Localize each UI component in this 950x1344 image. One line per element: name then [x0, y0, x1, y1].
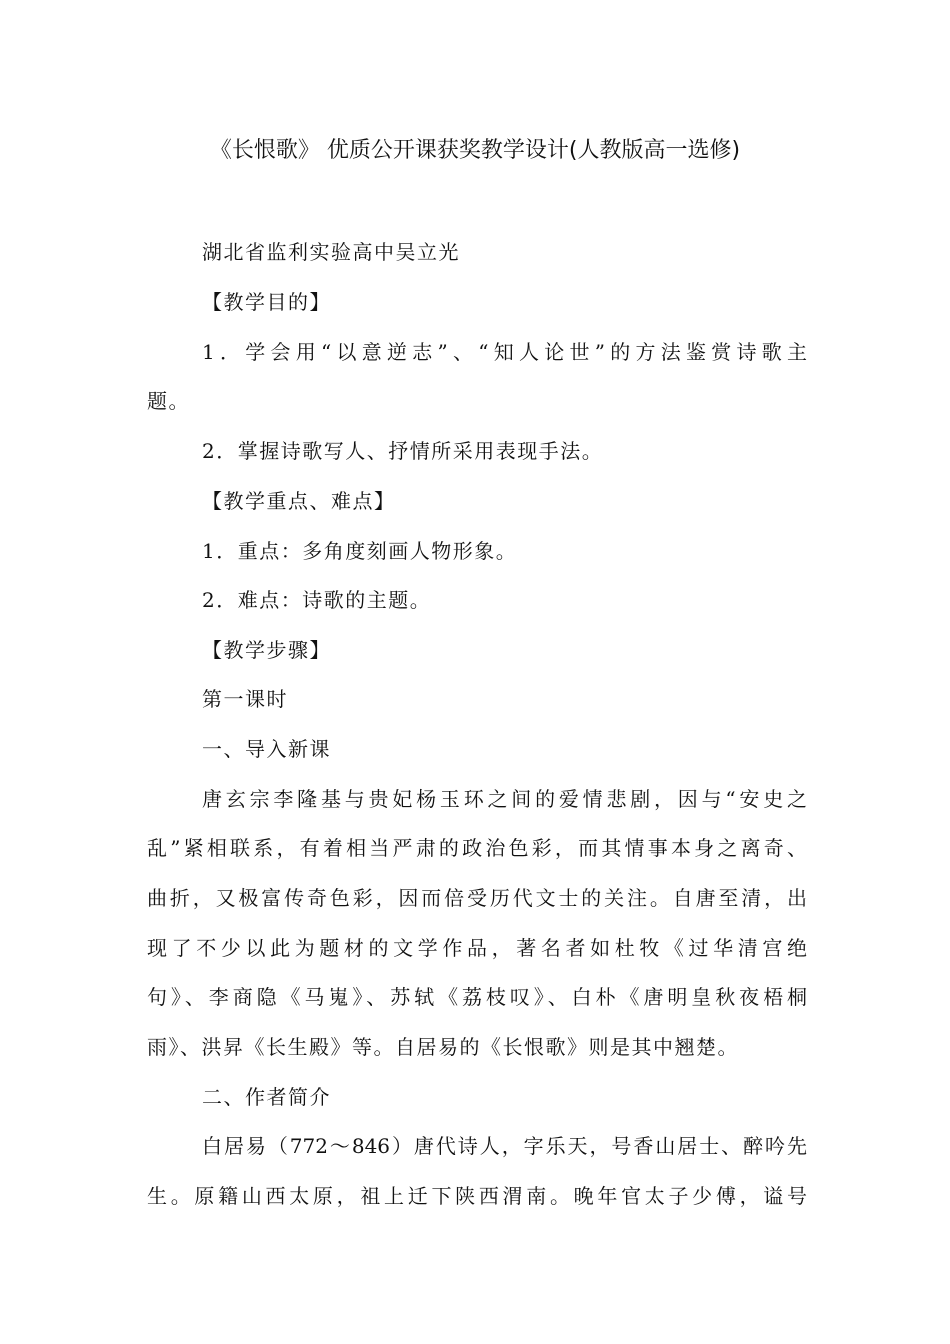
lesson-label: 第一课时: [202, 687, 288, 711]
part-1-line-3: 曲折，又极富传奇色彩，因而倍受历代文士的关注。自唐至清，出: [147, 886, 807, 910]
document-title: 《长恨歌》 优质公开课获奖教学设计(人教版高一选修): [209, 138, 741, 163]
key-point-2: 2．难点：诗歌的主题。: [202, 588, 432, 612]
part-2-heading: 二、作者简介: [202, 1085, 331, 1109]
objective-2: 2．掌握诗歌写人、抒情所采用表现手法。: [202, 439, 604, 463]
key-points-heading: 【教学重点、难点】: [202, 489, 396, 513]
objectives-heading: 【教学目的】: [202, 290, 331, 314]
key-point-1: 1．重点：多角度刻画人物形象。: [202, 539, 518, 563]
part-1-line-2: 乱”紧相联系，有着相当严肃的政治色彩，而其情事本身之离奇、: [147, 836, 807, 860]
author-line: 湖北省监利实验高中吴立光: [202, 240, 460, 264]
part-1-line-1: 唐玄宗李隆基与贵妃杨玉环之间的爱情悲剧，因与“安史之: [202, 787, 807, 811]
part-2-line-2: 生。原籍山西太原，祖上迁下陕西渭南。晚年官太子少傅，谥号: [147, 1184, 807, 1208]
objective-1-line-1: 1．学会用“以意逆志”、“知人论世”的方法鉴赏诗歌主: [202, 340, 807, 364]
part-1-heading: 一、导入新课: [202, 737, 331, 761]
part-1-line-5: 句》、李商隐《马嵬》、苏轼《荔枝叹》、白朴《唐明皇秋夜梧桐: [147, 985, 807, 1009]
objective-1-line-2: 题。: [147, 389, 190, 413]
steps-heading: 【教学步骤】: [202, 638, 331, 662]
part-1-line-4: 现了不少以此为题材的文学作品，著名者如杜牧《过华清宫绝: [147, 936, 807, 960]
part-2-line-1: 白居易（772～846）唐代诗人，字乐天，号香山居士、醉吟先: [202, 1134, 807, 1158]
part-1-line-6: 雨》、洪昇《长生殿》等。自居易的《长恨歌》则是其中翘楚。: [147, 1035, 739, 1059]
